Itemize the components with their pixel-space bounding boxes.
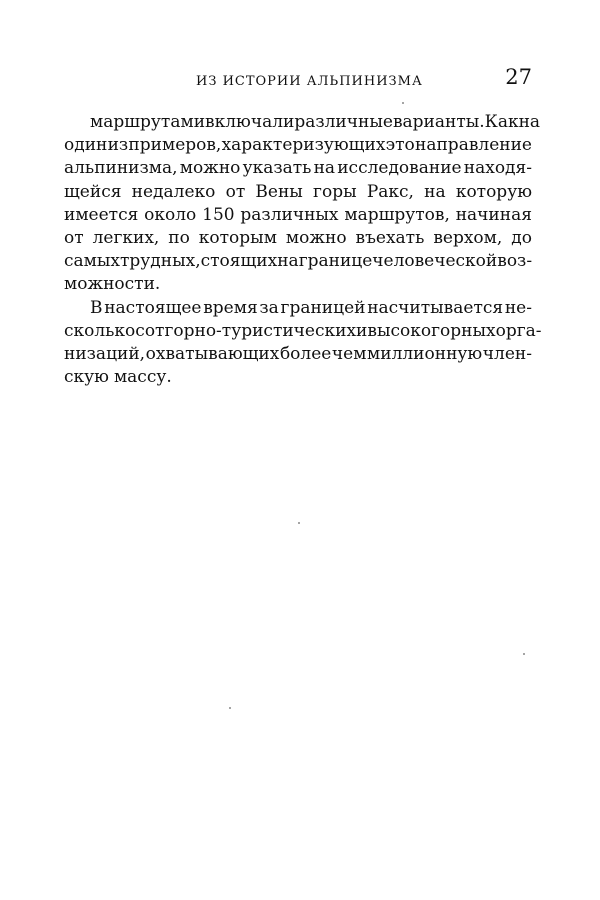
word: орга- [495,320,542,341]
word: Ракс, [366,181,414,202]
word: включали [205,112,295,132]
word: член- [482,343,532,364]
word: от [225,181,246,202]
word: можно [179,158,241,179]
word: границе [298,251,373,272]
word: время [203,297,258,318]
word: указать [242,158,312,179]
word: один [64,135,108,156]
word: на [277,251,299,272]
word: от [64,227,84,248]
body-text [64,111,542,389]
word: исследование [337,158,462,179]
word: Вены [255,181,303,202]
text-line [64,204,532,227]
word: до [511,227,532,248]
word: не- [504,297,532,318]
word: Как [484,112,519,132]
word: которым [198,227,277,248]
word: миллионную [367,343,483,364]
word: более [279,343,332,364]
word: человеческой [372,251,498,272]
word: начиная [455,204,532,225]
word: недалеко [131,181,216,202]
word: воз- [497,251,533,272]
word: и [356,320,368,341]
running-header: ИЗ ИСТОРИИ АЛЬПИНИЗМА [196,74,423,89]
text-line [64,273,532,296]
word: охватывающих [145,343,280,364]
text-line [64,134,532,157]
word: горно-туристических [164,320,357,341]
print-speck [402,102,404,104]
word: альпинизма, [64,158,178,179]
print-speck [523,653,525,655]
word: примеров, [128,135,222,156]
page-number: 27 [505,65,532,89]
word: щейся [64,181,122,202]
text-line [64,111,541,134]
word: на [518,112,541,132]
word: можно [285,227,347,248]
word: границей [280,297,366,318]
word: легких, [92,227,160,248]
text-line [64,343,532,366]
word: находя- [463,158,532,179]
text-line [64,157,532,180]
paragraph [64,111,541,297]
word: сот [135,320,165,341]
word: 150 [202,204,235,225]
word: по [168,227,190,248]
word: маршрутами [90,112,206,132]
word: массу. [113,367,172,388]
word: сколько [64,320,136,341]
word: высокогорных [367,320,496,341]
text-line [64,250,532,273]
word: стоящих [200,251,278,272]
text-line [64,297,532,320]
word: можности. [64,274,161,295]
word: горы [313,181,357,202]
word: насчитывается [367,297,504,318]
word: самых [64,251,120,272]
paragraph [64,297,542,390]
word: различные [294,112,393,132]
word: трудных, [120,251,201,272]
word: за [259,297,279,318]
word: это [385,135,415,156]
word: верхом, [433,227,503,248]
word: на [313,158,336,179]
print-speck [229,707,231,709]
word: В [90,297,103,318]
text-line [64,320,542,343]
word: около [144,204,197,225]
word: из [107,135,129,156]
word: настоящее [104,297,202,318]
word: низаций, [64,343,146,364]
word: въехать [355,227,425,248]
word: характеризующих [221,135,386,156]
print-speck [298,522,300,524]
text-line [64,227,532,250]
word: варианты. [392,112,485,132]
word: направление [415,135,532,156]
word: на [424,181,446,202]
text-line [64,181,532,204]
word: различных [240,204,339,225]
word: скую [64,367,109,388]
word: маршрутов, [344,204,450,225]
text-line [64,366,532,389]
word: которую [455,181,532,202]
word: чем [331,343,367,364]
word: имеется [64,204,139,225]
